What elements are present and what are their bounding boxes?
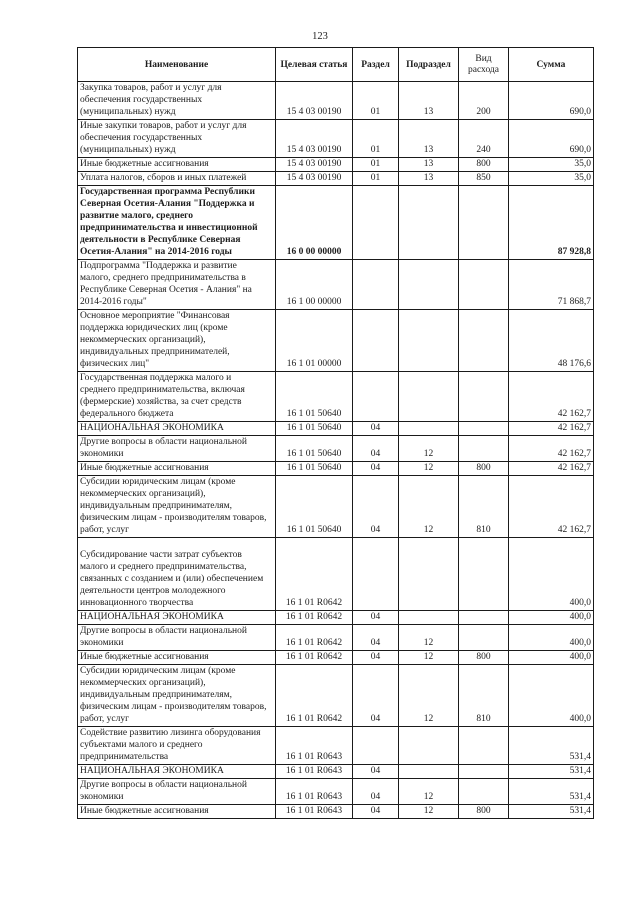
cell-expense-type bbox=[459, 625, 509, 651]
cell-expense-type bbox=[459, 422, 509, 436]
name-line: (фермерские) хозяйства, за счет средств bbox=[80, 397, 242, 407]
name-line: Основное мероприятие "Финансовая bbox=[80, 311, 230, 321]
table-row bbox=[78, 462, 594, 476]
cell-sum: 690,0 bbox=[509, 82, 594, 120]
name-line: экономики bbox=[80, 792, 124, 802]
name-line: Содействие развитию лизинга оборудования bbox=[80, 728, 261, 738]
name-line: работ, услуг bbox=[80, 525, 129, 535]
cell-name bbox=[78, 120, 276, 158]
name-line: индивидуальным предпринимателям, bbox=[80, 501, 232, 511]
cell-section: 04 bbox=[353, 462, 399, 476]
cell-expense-type bbox=[459, 765, 509, 779]
name-line: предпринимательства bbox=[80, 752, 169, 762]
cell-subsection: 12 bbox=[399, 651, 459, 665]
cell-subsection: 12 bbox=[399, 476, 459, 538]
cell-expense-type: 800 bbox=[459, 158, 509, 172]
cell-expense-type bbox=[459, 779, 509, 805]
cell-target-article: 16 1 01 R0642 bbox=[276, 611, 353, 625]
cell-subsection: 13 bbox=[399, 120, 459, 158]
table-row bbox=[78, 158, 594, 172]
cell-name bbox=[78, 765, 276, 779]
cell-name bbox=[78, 310, 276, 372]
name-line: Подпрограмма "Поддержка и развитие bbox=[80, 261, 237, 271]
cell-sum: 71 868,7 bbox=[509, 260, 594, 310]
table-row bbox=[78, 422, 594, 436]
name-line: индивидуальным предпринимателям, bbox=[80, 690, 232, 700]
page-number: 123 bbox=[312, 31, 328, 42]
cell-sum: 42 162,7 bbox=[509, 436, 594, 462]
name-line: деятельности центров молодежного bbox=[80, 586, 226, 596]
cell-subsection bbox=[399, 538, 459, 611]
cell-name bbox=[78, 436, 276, 462]
name-line: физическим лицам - производителям товаров, bbox=[80, 702, 267, 712]
cell-name bbox=[78, 422, 276, 436]
cell-section: 01 bbox=[353, 158, 399, 172]
name-line: Иные закупки товаров, работ и услуг для bbox=[80, 121, 247, 131]
cell-section: 04 bbox=[353, 611, 399, 625]
cell-subsection bbox=[399, 372, 459, 422]
table-row bbox=[78, 310, 594, 372]
cell-name bbox=[78, 158, 276, 172]
cell-subsection: 13 bbox=[399, 158, 459, 172]
cell-target-article: 16 0 00 00000 bbox=[276, 186, 353, 260]
name-line: некоммерческих организаций), bbox=[80, 489, 206, 499]
cell-target-article: 15 4 03 00190 bbox=[276, 82, 353, 120]
table-row bbox=[78, 665, 594, 727]
cell-name bbox=[78, 372, 276, 422]
name-line: малого, среднего предпринимательства в bbox=[80, 273, 246, 283]
cell-expense-type: 800 bbox=[459, 651, 509, 665]
cell-target-article: 16 1 01 R0643 bbox=[276, 765, 353, 779]
name-line: предпринимательства и инвестиционной bbox=[80, 223, 258, 233]
name-line: обеспечения государственных bbox=[80, 95, 203, 105]
cell-target-article: 16 1 01 50640 bbox=[276, 462, 353, 476]
cell-subsection: 12 bbox=[399, 625, 459, 651]
cell-target-article: 15 4 03 00190 bbox=[276, 172, 353, 186]
cell-expense-type bbox=[459, 538, 509, 611]
table-row bbox=[78, 436, 594, 462]
name-line: среднего предпринимательства, включая bbox=[80, 385, 245, 395]
cell-section bbox=[353, 260, 399, 310]
cell-target-article: 16 1 01 50640 bbox=[276, 476, 353, 538]
table-row bbox=[78, 765, 594, 779]
table-row bbox=[78, 651, 594, 665]
cell-section bbox=[353, 538, 399, 611]
cell-section: 04 bbox=[353, 476, 399, 538]
table-row bbox=[78, 538, 594, 611]
cell-name bbox=[78, 727, 276, 765]
table-row bbox=[78, 260, 594, 310]
cell-section: 04 bbox=[353, 779, 399, 805]
cell-subsection: 13 bbox=[399, 82, 459, 120]
cell-sum: 531,4 bbox=[509, 727, 594, 765]
cell-target-article: 15 4 03 00190 bbox=[276, 158, 353, 172]
cell-section: 01 bbox=[353, 82, 399, 120]
cell-sum: 48 176,6 bbox=[509, 310, 594, 372]
name-line: Северная Осетия-Алания "Поддержка и bbox=[80, 199, 255, 209]
cell-name bbox=[78, 172, 276, 186]
budget-table bbox=[77, 47, 594, 819]
cell-sum: 42 162,7 bbox=[509, 422, 594, 436]
name-line: Уплата налогов, сборов и иных платежей bbox=[80, 173, 247, 183]
name-line: работ, услуг bbox=[80, 714, 129, 724]
table-row bbox=[78, 779, 594, 805]
cell-section: 01 bbox=[353, 120, 399, 158]
cell-name bbox=[78, 665, 276, 727]
cell-sum: 35,0 bbox=[509, 158, 594, 172]
cell-expense-type: 800 bbox=[459, 805, 509, 819]
cell-sum: 400,0 bbox=[509, 611, 594, 625]
cell-sum: 87 928,8 bbox=[509, 186, 594, 260]
cell-target-article: 16 1 01 R0642 bbox=[276, 651, 353, 665]
cell-subsection bbox=[399, 310, 459, 372]
cell-subsection bbox=[399, 186, 459, 260]
table-row bbox=[78, 82, 594, 120]
header-row bbox=[78, 48, 594, 82]
cell-section: 04 bbox=[353, 422, 399, 436]
cell-sum: 400,0 bbox=[509, 538, 594, 611]
name-line: Республике Северная Осетия - Алания" на bbox=[80, 285, 252, 295]
cell-expense-type bbox=[459, 436, 509, 462]
cell-subsection: 12 bbox=[399, 665, 459, 727]
cell-subsection: 13 bbox=[399, 172, 459, 186]
cell-subsection bbox=[399, 765, 459, 779]
cell-subsection bbox=[399, 727, 459, 765]
table-row bbox=[78, 805, 594, 819]
cell-sum: 35,0 bbox=[509, 172, 594, 186]
header-expense-type: Вид расхода bbox=[459, 48, 509, 82]
cell-expense-type bbox=[459, 372, 509, 422]
name-line: 2014-2016 годы" bbox=[80, 297, 147, 307]
cell-subsection bbox=[399, 260, 459, 310]
header-sum: Сумма bbox=[509, 48, 594, 82]
cell-sum: 42 162,7 bbox=[509, 476, 594, 538]
cell-target-article: 16 1 01 00000 bbox=[276, 310, 353, 372]
table-row bbox=[78, 611, 594, 625]
header-section: Раздел bbox=[353, 48, 399, 82]
table-header bbox=[78, 48, 594, 82]
cell-target-article: 16 1 01 R0643 bbox=[276, 805, 353, 819]
name-line: деятельности в Республике Северная bbox=[80, 235, 241, 245]
name-line: малого и среднего предпринимательства, bbox=[80, 562, 247, 572]
cell-section: 04 bbox=[353, 805, 399, 819]
cell-section bbox=[353, 727, 399, 765]
cell-sum: 690,0 bbox=[509, 120, 594, 158]
cell-name bbox=[78, 462, 276, 476]
cell-name bbox=[78, 538, 276, 611]
cell-expense-type bbox=[459, 186, 509, 260]
name-line: Осетия-Алания" на 2014-2016 годы bbox=[80, 247, 232, 257]
name-line: обеспечения государственных bbox=[80, 133, 203, 143]
cell-sum: 531,4 bbox=[509, 805, 594, 819]
name-line: (муниципальных) нужд bbox=[80, 145, 176, 155]
cell-name bbox=[78, 805, 276, 819]
cell-subsection bbox=[399, 611, 459, 625]
cell-section: 04 bbox=[353, 625, 399, 651]
name-line: Иные бюджетные ассигнования bbox=[80, 159, 209, 169]
cell-section: 04 bbox=[353, 436, 399, 462]
name-line: Субсидии юридическим лицам (кроме bbox=[80, 477, 236, 487]
cell-subsection: 12 bbox=[399, 436, 459, 462]
name-line: субъектами малого и среднего bbox=[80, 740, 203, 750]
table-row bbox=[78, 625, 594, 651]
cell-target-article: 16 1 01 R0642 bbox=[276, 625, 353, 651]
cell-sum: 42 162,7 bbox=[509, 372, 594, 422]
cell-target-article: 15 4 03 00190 bbox=[276, 120, 353, 158]
cell-section: 04 bbox=[353, 665, 399, 727]
cell-section bbox=[353, 372, 399, 422]
table-row bbox=[78, 172, 594, 186]
name-line: инновационного творчества bbox=[80, 598, 194, 608]
cell-target-article: 16 1 01 R0642 bbox=[276, 538, 353, 611]
cell-target-article: 16 1 01 R0642 bbox=[276, 665, 353, 727]
name-line: НАЦИОНАЛЬНАЯ ЭКОНОМИКА bbox=[80, 612, 224, 622]
cell-sum: 42 162,7 bbox=[509, 462, 594, 476]
cell-expense-type: 240 bbox=[459, 120, 509, 158]
cell-target-article: 16 1 01 50640 bbox=[276, 422, 353, 436]
name-line: экономики bbox=[80, 449, 124, 459]
cell-subsection: 12 bbox=[399, 779, 459, 805]
name-line: связанных с созданием и (или) обеспечением bbox=[80, 574, 264, 584]
name-line: развитие малого, среднего bbox=[80, 211, 193, 221]
cell-section: 01 bbox=[353, 172, 399, 186]
name-line: (муниципальных) нужд bbox=[80, 107, 176, 117]
cell-target-article: 16 1 01 R0643 bbox=[276, 779, 353, 805]
cell-name bbox=[78, 260, 276, 310]
name-line: Субсидирование части затрат субъектов bbox=[80, 550, 242, 560]
cell-expense-type bbox=[459, 611, 509, 625]
cell-name bbox=[78, 186, 276, 260]
name-line: НАЦИОНАЛЬНАЯ ЭКОНОМИКА bbox=[80, 766, 224, 776]
cell-sum: 531,4 bbox=[509, 779, 594, 805]
name-line: Другие вопросы в области национальной bbox=[80, 780, 247, 790]
cell-target-article: 16 1 00 00000 bbox=[276, 260, 353, 310]
table-row bbox=[78, 727, 594, 765]
name-line: поддержка юридических лиц (кроме bbox=[80, 323, 228, 333]
name-line: некоммерческих организаций), bbox=[80, 678, 206, 688]
table-row bbox=[78, 186, 594, 260]
cell-name bbox=[78, 779, 276, 805]
cell-target-article: 16 1 01 50640 bbox=[276, 436, 353, 462]
cell-name bbox=[78, 625, 276, 651]
name-line: индивидуальных предпринимателей, bbox=[80, 347, 230, 357]
cell-expense-type: 810 bbox=[459, 476, 509, 538]
name-line: НАЦИОНАЛЬНАЯ ЭКОНОМИКА bbox=[80, 423, 224, 433]
cell-expense-type bbox=[459, 260, 509, 310]
table-row bbox=[78, 372, 594, 422]
header-target-article: Целевая статья bbox=[276, 48, 353, 82]
cell-name bbox=[78, 476, 276, 538]
cell-expense-type bbox=[459, 727, 509, 765]
header-name: Наименование bbox=[78, 48, 276, 82]
cell-subsection: 12 bbox=[399, 462, 459, 476]
cell-expense-type: 200 bbox=[459, 82, 509, 120]
name-line: Другие вопросы в области национальной bbox=[80, 437, 247, 447]
cell-section bbox=[353, 186, 399, 260]
header-subsection: Подраздел bbox=[399, 48, 459, 82]
name-line: Иные бюджетные ассигнования bbox=[80, 652, 209, 662]
cell-section bbox=[353, 310, 399, 372]
cell-expense-type bbox=[459, 310, 509, 372]
name-line: Иные бюджетные ассигнования bbox=[80, 806, 209, 816]
cell-expense-type: 810 bbox=[459, 665, 509, 727]
cell-name bbox=[78, 82, 276, 120]
name-line: Закупка товаров, работ и услуг для bbox=[80, 83, 222, 93]
table-row bbox=[78, 120, 594, 158]
name-line: физических лиц" bbox=[80, 359, 150, 369]
table-row bbox=[78, 476, 594, 538]
name-line: Государственная поддержка малого и bbox=[80, 373, 232, 383]
cell-sum: 400,0 bbox=[509, 625, 594, 651]
cell-name bbox=[78, 651, 276, 665]
cell-expense-type: 850 bbox=[459, 172, 509, 186]
table-body bbox=[78, 82, 594, 819]
name-line: Иные бюджетные ассигнования bbox=[80, 463, 209, 473]
cell-sum: 531,4 bbox=[509, 765, 594, 779]
cell-section: 04 bbox=[353, 651, 399, 665]
cell-name bbox=[78, 611, 276, 625]
name-line: Субсидии юридическим лицам (кроме bbox=[80, 666, 236, 676]
name-line: некоммерческих организаций), bbox=[80, 335, 206, 345]
cell-subsection bbox=[399, 422, 459, 436]
name-line: экономики bbox=[80, 638, 124, 648]
cell-section: 04 bbox=[353, 765, 399, 779]
name-line: федерального бюджета bbox=[80, 409, 174, 419]
name-line: Государственная программа Республики bbox=[80, 187, 255, 197]
cell-target-article: 16 1 01 50640 bbox=[276, 372, 353, 422]
cell-sum: 400,0 bbox=[509, 651, 594, 665]
name-line: физическим лицам - производителям товаров, bbox=[80, 513, 267, 523]
cell-subsection: 12 bbox=[399, 805, 459, 819]
name-line: Другие вопросы в области национальной bbox=[80, 626, 247, 636]
cell-expense-type: 800 bbox=[459, 462, 509, 476]
cell-target-article: 16 1 01 R0643 bbox=[276, 727, 353, 765]
cell-sum: 400,0 bbox=[509, 665, 594, 727]
